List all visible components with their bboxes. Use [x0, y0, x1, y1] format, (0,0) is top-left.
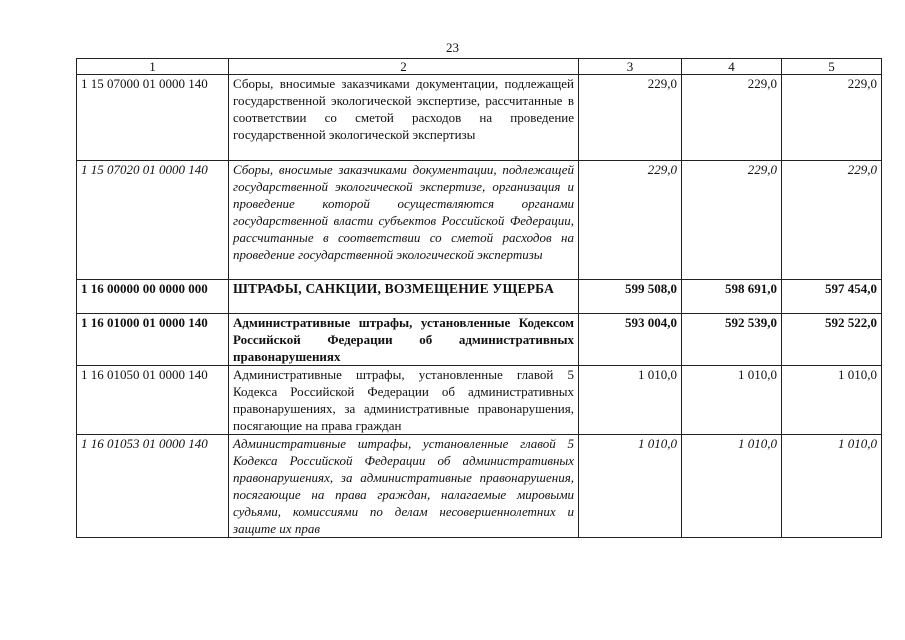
value-col4-cell: 592 539,0 [682, 314, 782, 366]
value-col3-cell: 229,0 [579, 161, 682, 280]
column-header: 2 [229, 59, 579, 75]
budget-code-cell: 1 16 01050 01 0000 140 [77, 366, 229, 435]
value-col4-cell: 229,0 [682, 161, 782, 280]
page-number: 23 [446, 40, 459, 55]
description-cell: Сборы, вносимые заказчиками документации, подлежащей государственной экологической экспертизе, организация и проведение которой осуществляются органами государственной власти субъектов Российской Федерации, рассчитанные в соответствии со сметой расходов на проведение государственной экологической экспертизы [229, 161, 579, 280]
description-cell: Административные штрафы, установленные главой 5 Кодекса Российской Федерации об административных правонарушениях, за административные правонарушения, посягающие на права граждан [229, 366, 579, 435]
value-col5-cell: 229,0 [782, 75, 882, 161]
value-col4-cell: 598 691,0 [682, 280, 782, 314]
value-col4-cell: 1 010,0 [682, 366, 782, 435]
value-col3-cell: 1 010,0 [579, 366, 682, 435]
value-col5-cell: 592 522,0 [782, 314, 882, 366]
budget-code-cell: 1 16 01000 01 0000 140 [77, 314, 229, 366]
table-row [77, 75, 882, 161]
column-header: 4 [682, 59, 782, 75]
value-col3-cell: 599 508,0 [579, 280, 682, 314]
value-col3-cell: 593 004,0 [579, 314, 682, 366]
budget-code-cell: 1 15 07000 01 0000 140 [77, 75, 229, 161]
description-cell: ШТРАФЫ, САНКЦИИ, ВОЗМЕЩЕНИЕ УЩЕРБА [229, 280, 579, 314]
description-cell: Административные штрафы, установленные Кодексом Российской Федерации об административных правонарушениях [229, 314, 579, 366]
value-col5-cell: 597 454,0 [782, 280, 882, 314]
table-row [77, 366, 882, 435]
value-col5-cell: 229,0 [782, 161, 882, 280]
value-col4-cell: 229,0 [682, 75, 782, 161]
value-col4-cell: 1 010,0 [682, 435, 782, 538]
column-number-header-row [77, 59, 882, 75]
value-col3-cell: 1 010,0 [579, 435, 682, 538]
column-header: 1 [77, 59, 229, 75]
budget-code-cell: 1 16 01053 01 0000 140 [77, 435, 229, 538]
table-row [77, 314, 882, 366]
table-row [77, 280, 882, 314]
value-col5-cell: 1 010,0 [782, 366, 882, 435]
budget-table [76, 58, 882, 538]
column-header: 5 [782, 59, 882, 75]
column-header: 3 [579, 59, 682, 75]
value-col5-cell: 1 010,0 [782, 435, 882, 538]
description-cell: Административные штрафы, установленные главой 5 Кодекса Российской Федерации об административных правонарушениях, за административные правонарушения, посягающие на права граждан, налагаемые мировыми судьями, комиссиями по делам несовершеннолетних и защите их прав [229, 435, 579, 538]
table-row [77, 435, 882, 538]
description-cell: Сборы, вносимые заказчиками документации, подлежащей государственной экологической экспертизе, рассчитанные в соответствии со сметой расходов на проведение государственной экологической экспертизы [229, 75, 579, 161]
value-col3-cell: 229,0 [579, 75, 682, 161]
table-row [77, 161, 882, 280]
budget-code-cell: 1 15 07020 01 0000 140 [77, 161, 229, 280]
budget-code-cell: 1 16 00000 00 0000 000 [77, 280, 229, 314]
